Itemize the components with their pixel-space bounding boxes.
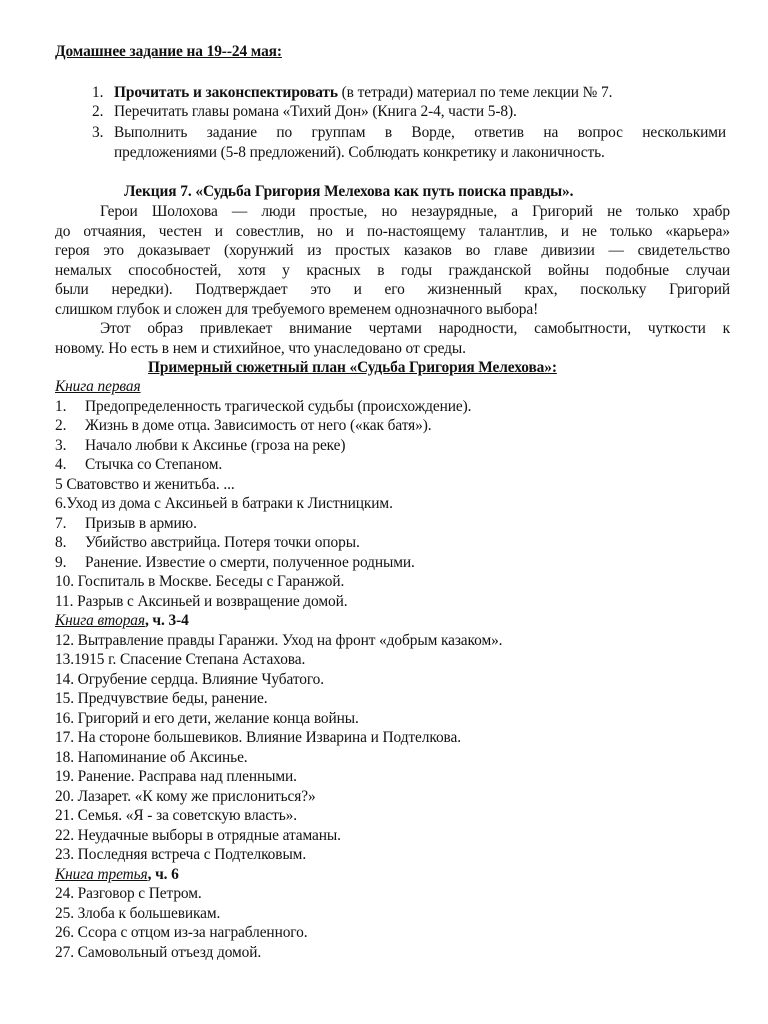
lecture-para1-line1: Герои Шолохова — люди простые, но незаурядные, а Григорий не только храбр bbox=[100, 203, 730, 220]
plan-item-27: 27. Самовольный отъезд домой. bbox=[55, 944, 262, 961]
plan-item-8-text: Убийство австрийца. Потеря точки опоры. bbox=[85, 534, 360, 551]
plan-item-23: 23. Последняя встреча с Подтелковым. bbox=[55, 846, 307, 863]
lecture-para1-line6: слишком глубок и сложен для требуемого временем однозначного выбора! bbox=[55, 301, 539, 318]
plan-item-5: 5 Сватовство и женитьба. ... bbox=[55, 476, 235, 493]
plan-item-21: 21. Семья. «Я - за советскую власть». bbox=[55, 807, 298, 824]
plan-item-1-text: Предопределенность трагической судьбы (происхождение). bbox=[85, 398, 472, 415]
plan-item-25: 25. Злоба к большевикам. bbox=[55, 905, 221, 922]
book2-part: , ч. 3-4 bbox=[144, 612, 189, 629]
plan-item-26: 26. Ссора с отцом из-за награбленного. bbox=[55, 924, 308, 941]
plan-item-3-num: 3. bbox=[55, 437, 67, 454]
homework-item-3 bbox=[92, 123, 732, 143]
plan-item-1 bbox=[55, 397, 471, 417]
plan-item-18: 18. Напоминание об Аксинье. bbox=[55, 749, 248, 766]
plan-item-7-num: 7. bbox=[55, 515, 67, 532]
homework-item-2-text: Перечитать главы романа «Тихий Дон» (Книга 2-4, части 5-8). bbox=[114, 103, 517, 120]
plan-item-4 bbox=[55, 455, 222, 475]
homework-item-2-num: 2. bbox=[92, 103, 104, 120]
plan-item-2 bbox=[55, 416, 431, 436]
plan-item-15: 15. Предчувствие беды, ранение. bbox=[55, 690, 268, 707]
plan-item-16: 16. Григорий и его дети, желание конца войны. bbox=[55, 710, 359, 727]
homework-item-1-bold: Прочитать и законспектировать bbox=[114, 84, 338, 101]
plan-item-7 bbox=[55, 514, 197, 534]
plan-item-7-text: Призыв в армию. bbox=[85, 515, 197, 532]
plan-item-19: 19. Ранение. Расправа над пленными. bbox=[55, 768, 297, 785]
lecture-para1-line4: немалых способностей, хотя у красных в годы гражданской войны подобные случаи bbox=[55, 262, 730, 279]
plan-item-4-text: Стычка со Степаном. bbox=[85, 456, 223, 473]
lecture-title: Лекция 7. «Судьба Григория Мелехова как путь поиска правды». bbox=[124, 183, 574, 200]
lecture-para1-line2: до отчаяния, честен и совестлив, но и по-настоящему талантлив, и не только «карьера» bbox=[55, 223, 730, 240]
homework-item-1-num: 1. bbox=[92, 84, 104, 101]
plan-item-20: 20. Лазарет. «К кому же прислониться?» bbox=[55, 788, 316, 805]
homework-item-3-line2: предложениями (5-8 предложений). Соблюдать конкретику и лаконичность. bbox=[114, 144, 605, 161]
plan-item-9-text: Ранение. Известие о смерти, полученное родными. bbox=[85, 554, 415, 571]
homework-item-3-num: 3. bbox=[92, 124, 104, 141]
homework-title: Домашнее задание на 19--24 мая: bbox=[55, 43, 282, 60]
book2-heading bbox=[55, 611, 189, 631]
plan-item-3 bbox=[55, 436, 345, 456]
plan-item-2-text: Жизнь в доме отца. Зависимость от него («как батя»). bbox=[85, 417, 432, 434]
homework-item-2 bbox=[92, 102, 517, 122]
plan-item-1-num: 1. bbox=[55, 398, 67, 415]
book1-heading: Книга первая bbox=[55, 378, 141, 395]
plan-item-8 bbox=[55, 533, 360, 553]
plan-item-24: 24. Разговор с Петром. bbox=[55, 885, 202, 902]
book3-label: Книга третья bbox=[55, 866, 148, 883]
plan-item-17: 17. На стороне большевиков. Влияние Изварина и Подтелкова. bbox=[55, 729, 461, 746]
plan-title: Примерный сюжетный план «Судьба Григория Мелехова»: bbox=[148, 359, 557, 376]
plan-item-9 bbox=[55, 553, 415, 573]
plan-item-2-num: 2. bbox=[55, 417, 67, 434]
homework-item-1-text: (в тетради) материал по теме лекции № 7. bbox=[337, 84, 613, 101]
plan-item-12: 12. Вытравление правды Гаранжи. Уход на фронт «добрым казаком». bbox=[55, 632, 503, 649]
plan-item-6: 6.Уход из дома с Аксиньей в батраки к Листницким. bbox=[55, 495, 393, 512]
lecture-para1-line5: были нередки). Подтверждает это и его жизненный крах, поскольку Григорий bbox=[55, 281, 730, 298]
lecture-para1-line3: героя это доказывает (хорунжий из простых казаков во главе дивизии — свидетельство bbox=[55, 242, 730, 259]
plan-item-11: 11. Разрыв с Аксиньей и возвращение домой. bbox=[55, 593, 348, 610]
plan-item-22: 22. Неудачные выборы в отрядные атаманы. bbox=[55, 827, 341, 844]
plan-item-14: 14. Огрубение сердца. Влияние Чубатого. bbox=[55, 671, 325, 688]
plan-item-13: 13.1915 г. Спасение Степана Астахова. bbox=[55, 651, 306, 668]
homework-item-1 bbox=[92, 83, 612, 103]
book3-heading bbox=[55, 865, 179, 885]
lecture-para2-line2: новому. Но есть в нем и стихийное, что унаследовано от среды. bbox=[55, 340, 466, 357]
homework-item-3-line1: Выполнить задание по группам в Ворде, ответив на вопрос несколькими bbox=[114, 124, 726, 141]
plan-item-8-num: 8. bbox=[55, 534, 67, 551]
plan-item-10: 10. Госпиталь в Москве. Беседы с Гаранжой. bbox=[55, 573, 345, 590]
plan-item-3-text: Начало любви к Аксинье (гроза на реке) bbox=[85, 437, 346, 454]
lecture-para2-line1: Этот образ привлекает внимание чертами народности, самобытности, чуткости к bbox=[100, 320, 730, 337]
plan-item-9-num: 9. bbox=[55, 554, 67, 571]
book2-label: Книга вторая bbox=[55, 612, 145, 629]
book3-part: , ч. 6 bbox=[147, 866, 179, 883]
plan-item-4-num: 4. bbox=[55, 456, 67, 473]
